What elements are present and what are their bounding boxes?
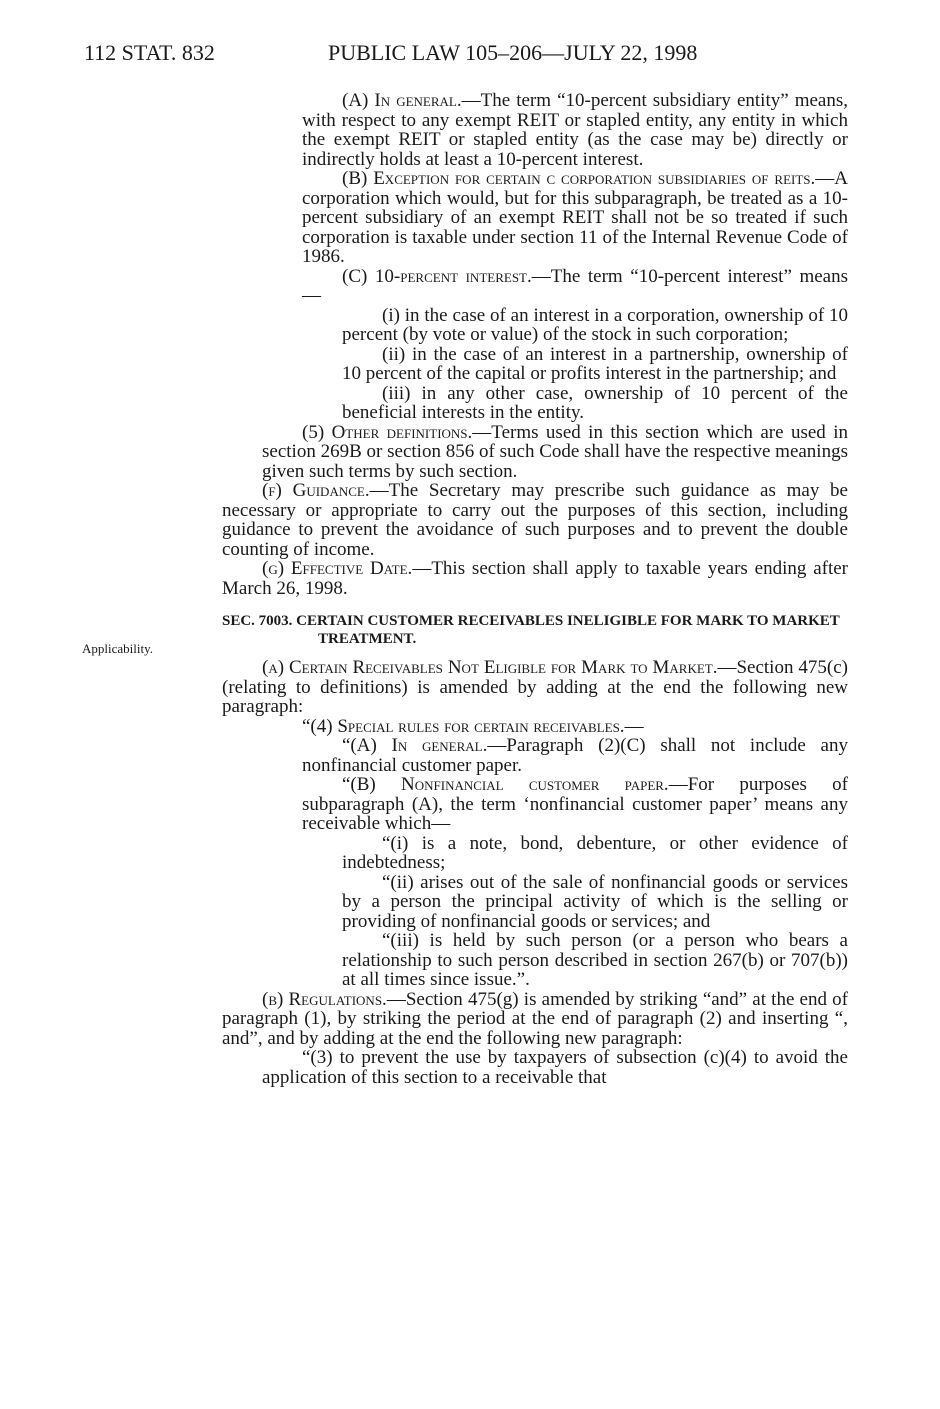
statute-paragraph <box>222 990 848 1049</box>
stat-page-reference: 112 STAT. 832 <box>84 40 215 65</box>
public-law-title: PUBLIC LAW 105–206—JULY 22, 1998 <box>328 40 698 65</box>
statute-paragraph <box>222 481 848 559</box>
paragraph-text: (iii) in any other case, ownership of 10 percent of the beneficial interests in the entity. <box>342 382 848 423</box>
paragraph-text: —For purposes of subparagraph (A), the term ‘nonfinancial customer paper’ means any receivable which— <box>302 774 848 834</box>
statute-paragraph <box>302 736 848 775</box>
paragraph-text: “(3) to prevent the use by taxpayers of subsection (c)(4) to avoid the application of this section to a receivable that <box>262 1047 848 1088</box>
paragraph-heading: “(B) Nonfinancial customer paper. <box>342 774 669 795</box>
statute-body <box>222 91 848 1087</box>
paragraph-text: —A corporation which would, but for this subparagraph, be treated as a 10-percent subsidiary of an exempt REIT shall not be so treated if such corporation is taxable under section 11 of the Internal Revenue Code of 1986. <box>302 168 848 267</box>
statute-paragraph <box>262 1048 848 1087</box>
statute-paragraph <box>262 423 848 482</box>
running-header <box>84 40 848 70</box>
paragraph-heading: (g) Effective Date. <box>262 558 413 579</box>
paragraph-text: “(ii) arises out of the sale of nonfinancial goods or services by a person the principal activity of which is the selling or providing of nonfinancial goods or services; and <box>342 871 848 932</box>
paragraph-heading: (a) Certain Receivables Not Eligible for Mark to Market. <box>262 657 718 678</box>
paragraph-heading: (f) Guidance. <box>262 480 370 501</box>
paragraph-heading: “(4) Special rules for certain receivables. <box>302 715 625 737</box>
paragraph-text: —Paragraph (2)(C) shall not include any nonfinancial customer paper. <box>302 735 848 776</box>
statute-paragraph <box>302 91 848 169</box>
paragraph-text: — <box>624 715 644 737</box>
statute-paragraph <box>262 717 848 737</box>
paragraph-text: —The term “10-percent interest” means— <box>302 265 849 306</box>
paragraph-text: —Terms used in this section which are used in section 269B or section 856 of such Code shall have the respective meanings given such terms by such section. <box>262 421 848 482</box>
section-heading: SEC. 7003. CERTAIN CUSTOMER RECEIVABLES INELIGIBLE FOR MARK TO MARKET TREATMENT. <box>222 613 840 647</box>
statute-paragraph <box>342 384 848 423</box>
paragraph-heading: (5) Other definitions. <box>302 421 473 443</box>
paragraph-text: —Section 475(c) (relating to definitions) is amended by adding at the end the following new paragraph: <box>222 657 848 717</box>
statute-paragraph <box>342 873 848 932</box>
statute-paragraph <box>342 306 848 345</box>
paragraph-text: (i) in the case of an interest in a corporation, ownership of 10 percent (by vote or value) of the stock in such corporation; <box>342 304 848 345</box>
paragraph-text: —This section shall apply to taxable years ending after March 26, 1998. <box>222 558 848 599</box>
paragraph-heading: (b) Regulations. <box>262 988 387 1010</box>
statute-paragraph <box>222 658 848 717</box>
statute-paragraph <box>302 775 848 834</box>
paragraph-heading: (A) In general. <box>342 90 462 111</box>
statute-paragraph <box>342 931 848 990</box>
statute-paragraph <box>302 169 848 267</box>
margin-note-applicability: Applicability. <box>82 641 154 656</box>
paragraph-heading: “(A) In general. <box>342 735 488 756</box>
paragraph-text: “(iii) is held by such person (or a person who bears a relationship to such person described in section 267(b) or 707(b)) at all times since issue.”. <box>342 930 848 990</box>
paragraph-text: —Section 475(g) is amended by striking “and” at the end of paragraph (1), by striking the period at the end of paragraph (2) and inserting “, and”, and by adding at the end the following new paragraph: <box>222 988 848 1049</box>
paragraph-text: “(i) is a note, bond, debenture, or other evidence of indebtedness; <box>342 832 848 873</box>
paragraph-heading: (B) Exception for certain c corporation subsidiaries of reits. <box>342 168 816 189</box>
paragraph-text: (ii) in the case of an interest in a partnership, ownership of 10 percent of the capital or profits interest in the partnership; and <box>342 343 848 384</box>
statute-paragraph <box>342 834 848 873</box>
paragraph-text: —The term “10-percent subsidiary entity” means, with respect to any exempt REIT or stapled entity, any entity in which the exempt REIT or stapled entity (as the case may be) directly or indirectly holds at least a 10-percent interest. <box>302 90 848 170</box>
statute-paragraph <box>302 267 848 306</box>
statute-paragraph <box>342 345 848 384</box>
paragraph-text: —The Secretary may prescribe such guidance as may be necessary or appropriate to carry out the purposes of this section, including guidance to prevent the avoidance of such purposes and to prevent the double counting of income. <box>222 480 848 560</box>
paragraph-heading: (C) 10-percent interest. <box>342 265 532 287</box>
statute-paragraph <box>222 559 848 598</box>
